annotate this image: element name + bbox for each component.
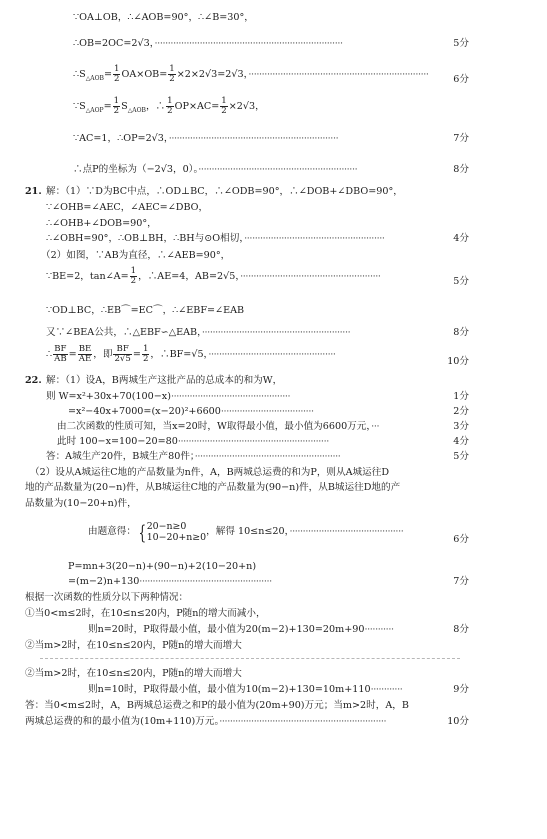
score-mark: 6分 <box>453 74 469 85</box>
q22-line-6: 答：A城生产20件，B城生产80件；······················································· 5分 <box>46 451 469 462</box>
q22-line-9: 品数量为(10−20+n)件， <box>25 498 137 509</box>
q22-line-10: 由题意得： { 20−n≥0 10−20+n≥0 ，解得 10≤n≤20，··········································· 6分 <box>88 518 469 546</box>
q22-line-5: 此时 100−x=100−20=80························································· 4分 <box>57 436 469 447</box>
score-mark: 9分 <box>453 684 469 695</box>
q22-line-18: 则n=10时，P取得最小值，最小值为10(m−2)+130=10m+110············ 9分 <box>88 684 469 695</box>
q21-line-9: ∴ $\frac{BF}{AB}$ = $\frac{BE}{AE}$ ，即 $\frac{BF}{2√5}$ = $\frac{1}{2}$ ，∴BF=√5，················································ 10分 <box>46 342 469 368</box>
q22-line-20: 两城总运费的和的最小值为(10m+110)万元。······························································· 10分 <box>25 716 469 727</box>
q21-line-4: ∴∠OBH=90°，∴OB⊥BH，∴BH与⊙O相切，····················································· 4分 <box>46 233 469 244</box>
q22-line-13: 根据一次函数的性质分以下两种情况： <box>25 592 189 603</box>
q21-line-3: ∴∠OHB+∠DOB=90°， <box>46 218 157 229</box>
score-mark: 4分 <box>453 233 469 244</box>
q22-line-1: 解：（1）设A，B两城生产这批产品的总成本的和为W， <box>46 375 283 386</box>
q22-line-7: （2）设从A城运往C地的产品数量为n件，A，B两城总运费的和为P，则从A城运往D <box>30 467 390 478</box>
score-mark: 2分 <box>453 406 469 417</box>
question-number: 21. <box>25 186 42 197</box>
q20-line-3: $\therefore S_{\triangle AOB}=$ $\frac{1}{2}$ OA×OB= $\frac{1}{2}$ ×2×2√3=2√3，···································································· 6分 <box>73 64 469 90</box>
q20-line-1: ∵OA⊥OB，∴∠AOB=90°，∴∠B=30°， <box>73 12 254 23</box>
q22-line-2: 则 W=x²+30x+70(100−x)············································· 1分 <box>46 391 469 402</box>
q22-line-14: ①当0<m≤2时，在10≤n≤20内，P随n的增大而减小， <box>25 608 266 619</box>
q22-line-17: ②当m>2时，在10≤n≤20内，P随n的增大而增大 <box>25 668 242 679</box>
score-mark: 8分 <box>453 624 469 635</box>
q22-line-4: 由二次函数的性质可知，当x=20时，W取得最小值，最小值为6600万元，··· 3分 <box>57 421 469 432</box>
q21-line-8: 又∵∠BEA公共，∴△EBF∽△EAB，························································ 8分 <box>46 327 469 338</box>
score-mark: 7分 <box>453 133 469 144</box>
score-mark: 5分 <box>453 38 469 49</box>
q20-line-5: ∵AC=1，∴OP=2√3，································································ 7分 <box>73 133 469 144</box>
q22-line-11: P=mn+3(20−n)+(90−n)+2(10−20+n) <box>68 561 257 572</box>
q21-line-5: （2）如图，∵AB为直径，∴∠AEB=90°， <box>41 250 231 261</box>
score-mark: 10分 <box>447 356 469 367</box>
q22-line-12: =(m−2)n+130·················································· 7分 <box>68 576 469 587</box>
q20-line-6: ∴点P的坐标为（−2√3，0）。···························································· 8分 <box>73 164 469 175</box>
q20-line-2: ∴OB=2OC=2√3，······································································· 5分 <box>73 38 469 49</box>
q21-line-6: ∵BE=2，tan∠A= $\frac{1}{2}$ ，∴AE=4，AB=2√5，····················································· 5分 <box>46 266 469 288</box>
q21-line-1: 解：（1）∵D为BC中点，∴OD⊥BC，∴∠ODB=90°，∴∠DOB+∠DBO=90°， <box>46 186 403 197</box>
score-mark: 5分 <box>453 451 469 462</box>
q22-line-8: 地的产品数量为(20−n)件，从B城运往C地的产品数量为(90−n)件，从B城运往D地的产 <box>25 482 401 493</box>
score-mark: 8分 <box>453 164 469 175</box>
q21-line-2: ∵∠OHB=∠AEC，∠AEC=∠DBO， <box>46 202 209 213</box>
q22-line-3: =x²−40x+7000=(x−20)²+6600··································· 2分 <box>68 406 469 417</box>
scan-fragment <box>40 656 460 660</box>
question-number: 22. <box>25 375 42 386</box>
q21-line-7: ∵OD⊥BC，∴EB⌒=EC⌒，∴∠EBF=∠EAB <box>46 305 245 316</box>
q22-line-16: ②当m>2时，在10≤n≤20内，P随n的增大而增大 <box>25 640 242 651</box>
q22-line-15: 则n=20时，P取得最小值，最小值为20(m−2)+130=20m+90··········· 8分 <box>88 624 469 635</box>
score-mark: 7分 <box>453 576 469 587</box>
score-mark: 8分 <box>453 327 469 338</box>
score-mark: 4分 <box>453 436 469 447</box>
score-mark: 1分 <box>453 391 469 402</box>
score-mark: 5分 <box>453 276 469 287</box>
q22-line-19: 答：当0<m≤2时，A，B两城总运费之和P的最小值为(20m+90)万元；当m>2时，A，B <box>25 700 409 711</box>
score-mark: 3分 <box>453 421 469 432</box>
score-mark: 6分 <box>453 534 469 545</box>
q20-line-4: $\because S_{\triangle AOP}=$ $\frac{1}{2}$ $S_{\triangle AOB}$，∴ $\frac{1}{2}$ OP×AC= $\frac{1}{2}$ ×2√3， <box>73 96 265 116</box>
score-mark: 10分 <box>447 716 469 727</box>
